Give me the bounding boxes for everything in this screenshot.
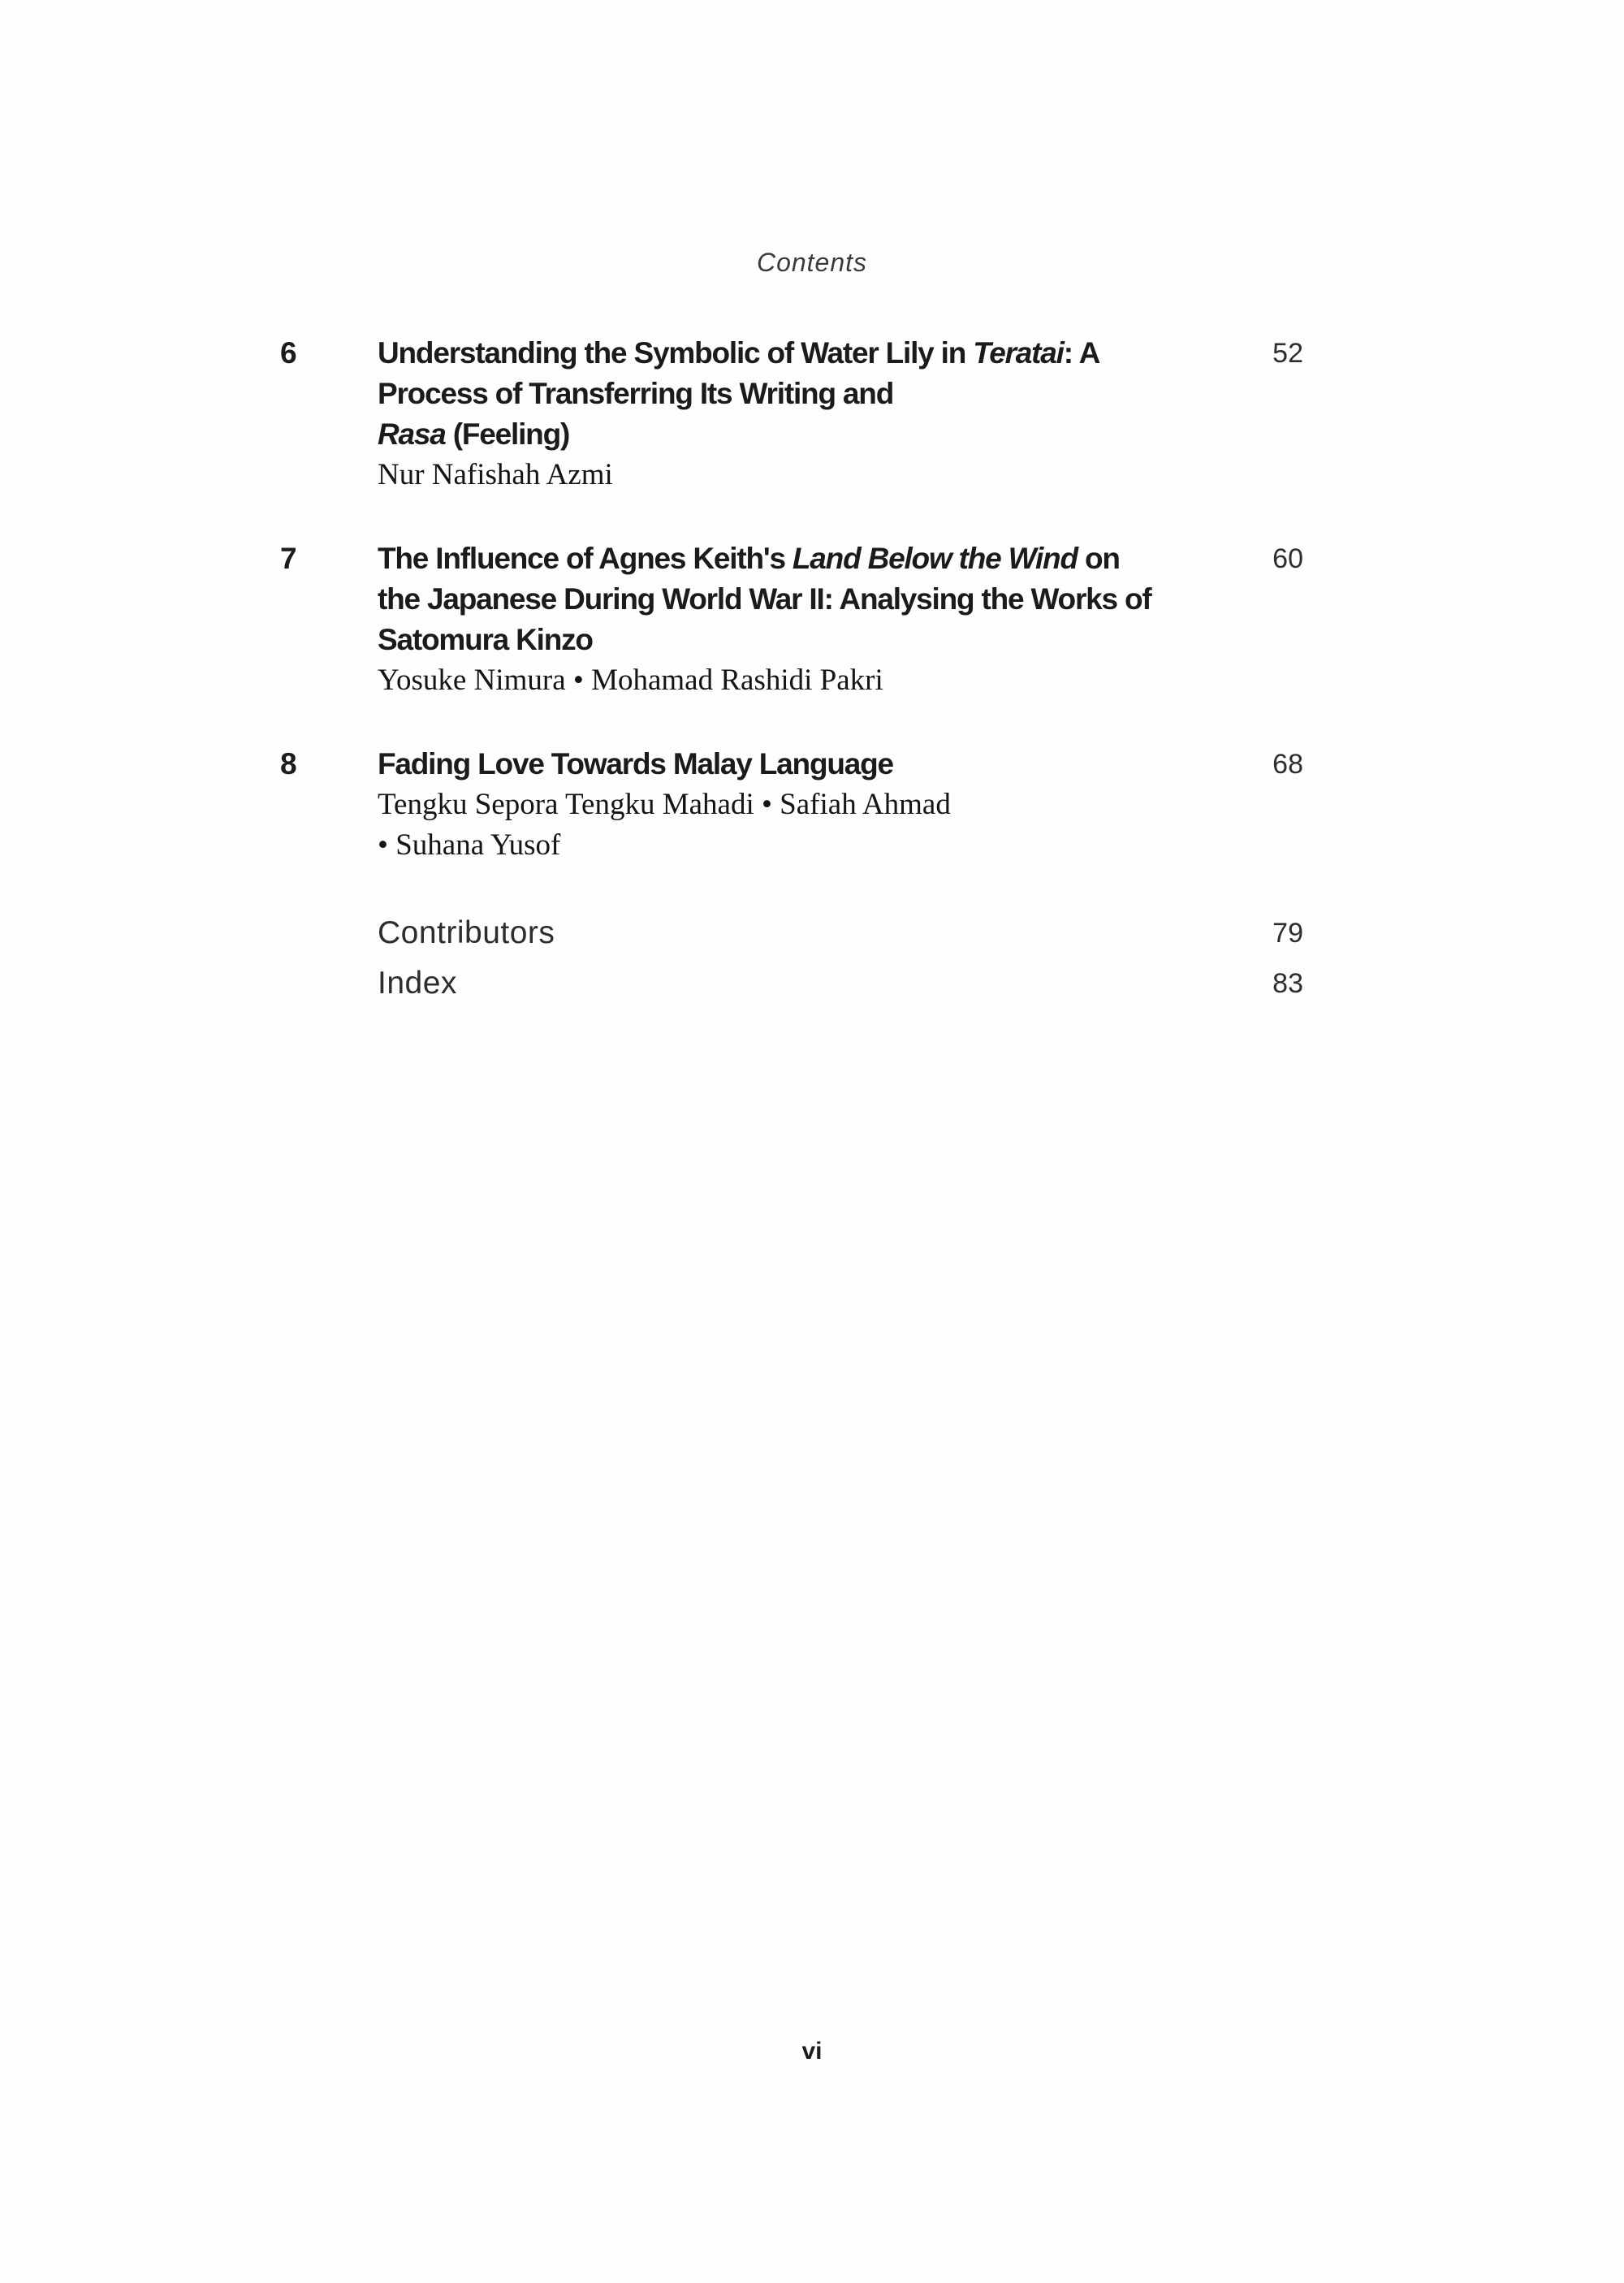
entry-title-line <box>378 744 1226 785</box>
entry-title-line <box>378 579 1226 620</box>
title-segment: Satomura Kinzo <box>378 623 593 656</box>
entry-page-number: 52 <box>1272 338 1303 369</box>
entry-page-number: 60 <box>1272 543 1303 574</box>
entry-body <box>378 333 1226 495</box>
entry-page-number: 68 <box>1272 749 1303 780</box>
title-segment: Fading Love Towards Malay Language <box>378 747 893 780</box>
toc-entry <box>280 333 1303 495</box>
entry-authors: • Suhana Yusof <box>378 828 561 862</box>
entry-authors: Tengku Sepora Tengku Mahadi • Safiah Ahmad <box>378 788 951 821</box>
title-italic-segment: Rasa <box>378 417 446 451</box>
back-matter-list <box>280 913 1303 1014</box>
page-number-footer: vi <box>801 2038 823 2065</box>
back-matter-page-number: 83 <box>1272 968 1303 999</box>
title-italic-segment: Teratai <box>973 336 1064 370</box>
back-matter-page-number: 79 <box>1272 918 1303 949</box>
page-title: Contents <box>756 248 868 277</box>
entry-title-line <box>378 333 1226 374</box>
entry-title-line <box>378 374 1226 414</box>
entry-authors: Nur Nafishah Azmi <box>378 458 613 491</box>
back-matter-row <box>280 963 1303 1004</box>
entry-authors: Yosuke Nimura • Mohamad Rashidi Pakri <box>378 664 883 697</box>
chapter-number: 7 <box>280 542 297 575</box>
title-segment: Understanding the Symbolic of Water Lily in <box>378 336 974 370</box>
back-matter-label: Index <box>378 966 457 1001</box>
title-segment: The Influence of Agnes Keith's <box>378 542 793 575</box>
back-matter-label: Contributors <box>378 915 555 950</box>
title-italic-segment: Land Below the Wind <box>792 542 1078 575</box>
entry-body <box>378 538 1226 701</box>
entry-title-line <box>378 538 1226 579</box>
chapter-number: 6 <box>280 336 297 370</box>
title-segment: Process of Transferring Its Writing and <box>378 377 894 410</box>
entry-title-line <box>378 620 1226 660</box>
title-segment: on <box>1077 542 1120 575</box>
chapter-number: 8 <box>280 747 297 780</box>
entry-body <box>378 744 1226 866</box>
title-segment: (Feeling) <box>445 417 570 451</box>
toc-entry-list <box>280 333 1303 909</box>
back-matter-row <box>280 913 1303 953</box>
title-segment: the Japanese During World War II: Analysing the Works of <box>378 582 1151 616</box>
title-segment: : A <box>1063 336 1100 370</box>
toc-entry <box>280 744 1303 866</box>
toc-entry <box>280 538 1303 701</box>
entry-title-line <box>378 414 1226 455</box>
